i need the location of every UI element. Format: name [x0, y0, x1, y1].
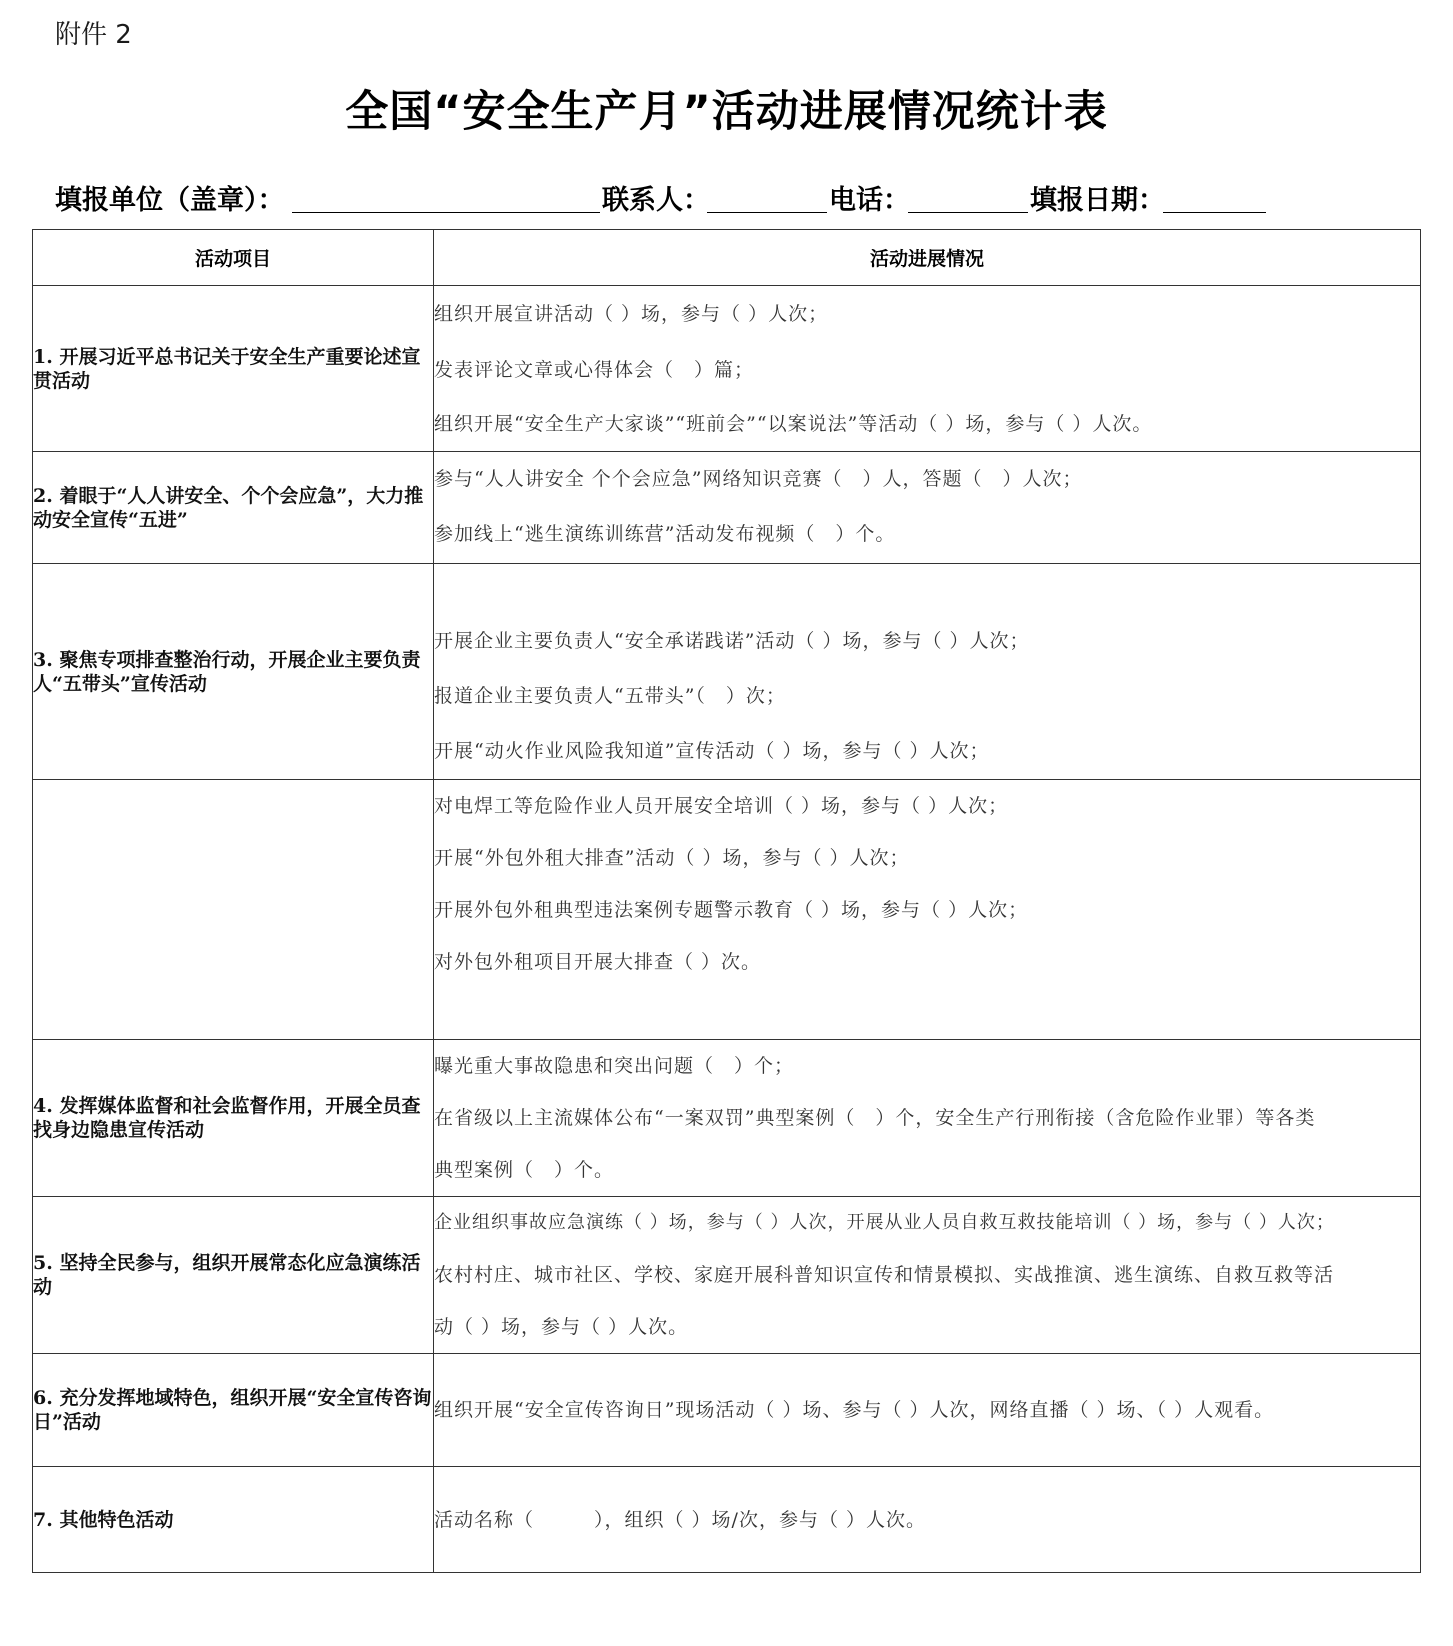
- table-row: [33, 286, 1421, 452]
- progress-line: 参加线上“逃生演练训练营”活动发布视频（ ）个。: [434, 523, 896, 545]
- activity-progress: [434, 564, 1421, 780]
- progress-line: 发表评论文章或心得体会（ ）篇；: [434, 359, 755, 381]
- table-row: [33, 1354, 1421, 1467]
- progress-line: 参与“人人讲安全 个个会应急”网络知识竞赛（ ）人，答题（ ）人次；: [434, 468, 1083, 490]
- unit-blank[interactable]: [292, 212, 600, 213]
- activity-progress: [434, 780, 1421, 1040]
- table-row: [33, 1040, 1421, 1197]
- contact-blank[interactable]: [707, 212, 827, 213]
- activity-item: 3. 聚焦专项排查整治行动，开展企业主要负责人“五带头”宣传活动: [33, 564, 434, 780]
- header-activity-item: 活动项目: [33, 230, 434, 286]
- phone-label: 电话：: [829, 185, 910, 216]
- activity-item: 4. 发挥媒体监督和社会监督作用，开展全员查找身边隐患宣传活动: [33, 1040, 434, 1197]
- progress-line: 报道企业主要负责人“五带头”（ ）次；: [434, 685, 786, 707]
- activity-progress: [434, 452, 1421, 564]
- phone-blank[interactable]: [908, 212, 1028, 213]
- progress-line: 组织开展“安全生产大家谈”“班前会”“以案说法”等活动（ ）场，参与（ ）人次。: [434, 413, 1153, 435]
- date-label: 填报日期：: [1030, 185, 1165, 216]
- activity-item: 6. 充分发挥地域特色，组织开展“安全宣传咨询日”活动: [33, 1354, 434, 1467]
- activity-progress: [434, 1040, 1421, 1197]
- progress-line: 典型案例（ ）个。: [434, 1159, 615, 1181]
- table-row: [33, 1197, 1421, 1354]
- progress-line: 开展企业主要负责人“安全承诺践诺”活动（ ）场，参与（ ）人次；: [434, 630, 1030, 652]
- activity-progress: [434, 1197, 1421, 1354]
- progress-line: 开展外包外租典型违法案例专题警示教育（ ）场，参与（ ）人次；: [434, 899, 1029, 921]
- form-header-line: [55, 178, 1415, 218]
- table-row: [33, 564, 1421, 780]
- progress-line: 对电焊工等危险作业人员开展安全培训（ ）场，参与（ ）人次；: [434, 795, 1009, 817]
- date-blank[interactable]: [1163, 212, 1266, 213]
- activity-item: 7. 其他特色活动: [33, 1467, 434, 1573]
- table-header-row: [33, 230, 1421, 286]
- progress-line: 在省级以上主流媒体公布“一案双罚”典型案例（ ）个，安全生产行刑衔接（含危险作业罪）等各类: [434, 1107, 1316, 1129]
- activity-progress: [434, 1354, 1421, 1467]
- table-row: [33, 1467, 1421, 1573]
- activity-item: 5. 坚持全民参与，组织开展常态化应急演练活动: [33, 1197, 434, 1354]
- table-row: [33, 452, 1421, 564]
- progress-line: 农村村庄、城市社区、学校、家庭开展科普知识宣传和情景模拟、实战推演、逃生演练、自救互救等活: [434, 1264, 1335, 1286]
- header-activity-progress: 活动进展情况: [434, 230, 1421, 286]
- activity-item: 1. 开展习近平总书记关于安全生产重要论述宣贯活动: [33, 286, 434, 452]
- progress-line: 企业组织事故应急演练（ ）场，参与（ ）人次，开展从业人员自救互救技能培训（ ）场，参与（ ）人次；: [434, 1212, 1335, 1233]
- unit-label: 填报单位（盖章）：: [55, 185, 285, 216]
- progress-line: 动（ ）场，参与（ ）人次。: [434, 1316, 689, 1338]
- page-title: 全国“安全生产月”活动进展情况统计表: [345, 87, 1108, 137]
- progress-line: 对外包外租项目开展大排查（ ）次。: [434, 951, 762, 973]
- progress-line: 开展“外包外租大排查”活动（ ）场，参与（ ）人次；: [434, 847, 910, 869]
- progress-line: 曝光重大事故隐患和突出问题（ ）个；: [434, 1055, 795, 1077]
- progress-line: 活动名称（ ），组织（ ）场/次，参与（ ）人次。: [434, 1508, 926, 1531]
- annex-label: 附件 2: [55, 20, 132, 50]
- progress-line: 开展“动火作业风险我知道”宣传活动（ ）场，参与（ ）人次；: [434, 740, 990, 762]
- table-row: [33, 780, 1421, 1040]
- progress-line: 组织开展“安全宣传咨询日”现场活动（ ）场、参与（ ）人次，网络直播（ ）场、（ ）人观看。: [434, 1399, 1275, 1421]
- activity-progress: [434, 286, 1421, 452]
- activity-progress: [434, 1467, 1421, 1573]
- contact-label: 联系人：: [602, 185, 710, 216]
- progress-line: 组织开展宣讲活动（ ）场，参与（ ）人次；: [434, 303, 829, 325]
- statistics-table: [32, 229, 1421, 1573]
- activity-item: [33, 780, 434, 1040]
- activity-item: 2. 着眼于“人人讲安全、个个会应急”，大力推动安全宣传“五进”: [33, 452, 434, 564]
